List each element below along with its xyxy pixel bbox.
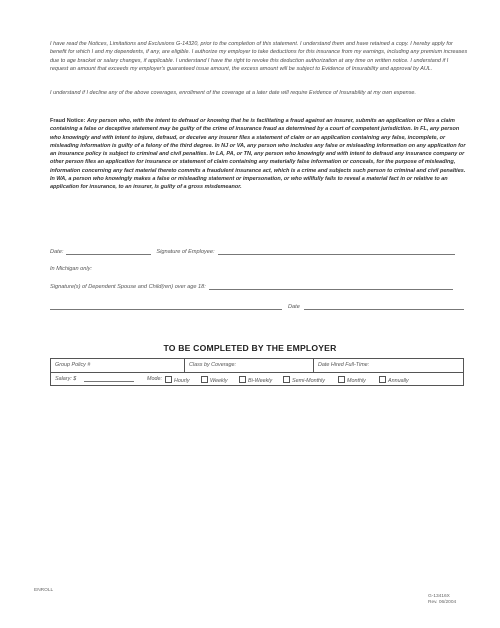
employer-row-1 [51,359,463,373]
dependent-signature-label: Signature(s) of Dependent Spouse and Child(ren) over age 18: [50,284,206,290]
mode-annually[interactable]: Annually [379,376,409,384]
fraud-notice-body: Any person who, with the intent to defraud or knowing that he is facilitating a fraud against an insurer, submits an application or files a claim containing a false or deceptive statement may be guilty of the crime of insurance fraud as determined by a court of competent jurisdiction. In FL, any person who knowingly and with intent to injure, defraud, or deceive any insurer files a statement of claim or an application containing any false, incomplete, or misleading information is guilty of a felony of the third degree. In NJ or VA, any person who includes any false or misleading information on any application for an insurance policy is subject to criminal and civil penalties. In LA, PA, or TN, any person who knowingly and with intent to defraud any insurance company or other person files an application for insurance or statement of claim containing any materially false information or conceals, for the purpose of misleading, information concerning any fact material thereto commits a fraudulent insurance act, which is a crime and subjects such person to criminal and civil penalties. In WA, a person who knowingly makes a false or misleading statement or impersonation, or who willfully fails to reveal a material fact in or relative to an application for insurance, to an insurer, is guilty of a gross misdemeanor. [50,118,466,191]
mode-weekly[interactable]: Weekly [201,376,228,384]
checkbox-icon[interactable] [338,376,345,383]
class-coverage-label: Class by Coverage: [189,362,237,368]
date2-field[interactable] [304,303,464,310]
date-label: Date: [50,249,64,255]
date2-label: Date [288,304,300,310]
michigan-label: In Michigan only: [50,266,92,272]
acknowledgement-paragraph: I have read the Notices, Limitations and Exclusions G-14320, prior to the completion of this statement. I understand them and have retained a copy. I hereby apply for benefit for which I and my dependents, if any, are eligible. I authorize my employer to take deductions for this insurance from my earnings, including any premium increases due to age bracket or salary changes, if applicable. I understand I have the right to revoke this deduction authorization at any time on written notice. I understand if I request an amount that exceeds my employer's guaranteed issue amount, the excess amount will be subject to Evidence of Insurability and approval by AUL. [50,41,468,73]
checkbox-icon[interactable] [201,376,208,383]
dependent-signature-field-2[interactable] [50,303,282,310]
employer-section-heading: TO BE COMPLETED BY THE EMPLOYER [163,343,337,353]
checkbox-icon[interactable] [165,376,172,383]
mode-monthly[interactable]: Monthly [338,376,366,384]
fraud-notice [50,117,470,192]
decline-paragraph: I understand if I decline any of the above coverages, enrollment of the coverage at a later date will require Evidence of Insurability at my own expense. [50,90,417,96]
date-field[interactable] [66,248,151,255]
form-number: G-13416X [428,594,450,599]
employee-signature-label: Signature of Employee: [156,249,215,255]
salary-field[interactable] [84,375,134,382]
employee-signature-row [50,248,455,255]
group-policy-cell[interactable] [51,359,185,372]
mode-hourly[interactable]: Hourly [165,376,190,384]
salary-label: Salary: $ [55,376,77,382]
group-policy-label: Group Policy # [55,362,91,368]
footer-left: ENROLL [34,588,54,593]
employer-row-2 [51,372,463,386]
employer-table [50,358,464,386]
date-hired-label: Date Hired Full-Time: [318,362,370,368]
checkbox-icon[interactable] [283,376,290,383]
dependent-signature-row [50,283,453,290]
employee-signature-field[interactable] [218,248,455,255]
form-revision: Rev. 06/2004 [428,600,457,605]
mode-label: Mode: [147,376,162,382]
date-hired-cell[interactable] [314,359,464,372]
michigan-row [50,266,92,272]
mode-biweekly[interactable]: Bi-Weekly [239,376,272,384]
checkbox-icon[interactable] [239,376,246,383]
class-coverage-cell[interactable] [185,359,314,372]
fraud-notice-label: Fraud Notice: [50,118,86,124]
mode-semimonthly[interactable]: Semi-Monthly [283,376,325,384]
dependent-date-row [50,303,464,310]
dependent-signature-field[interactable] [209,283,453,290]
checkbox-icon[interactable] [379,376,386,383]
